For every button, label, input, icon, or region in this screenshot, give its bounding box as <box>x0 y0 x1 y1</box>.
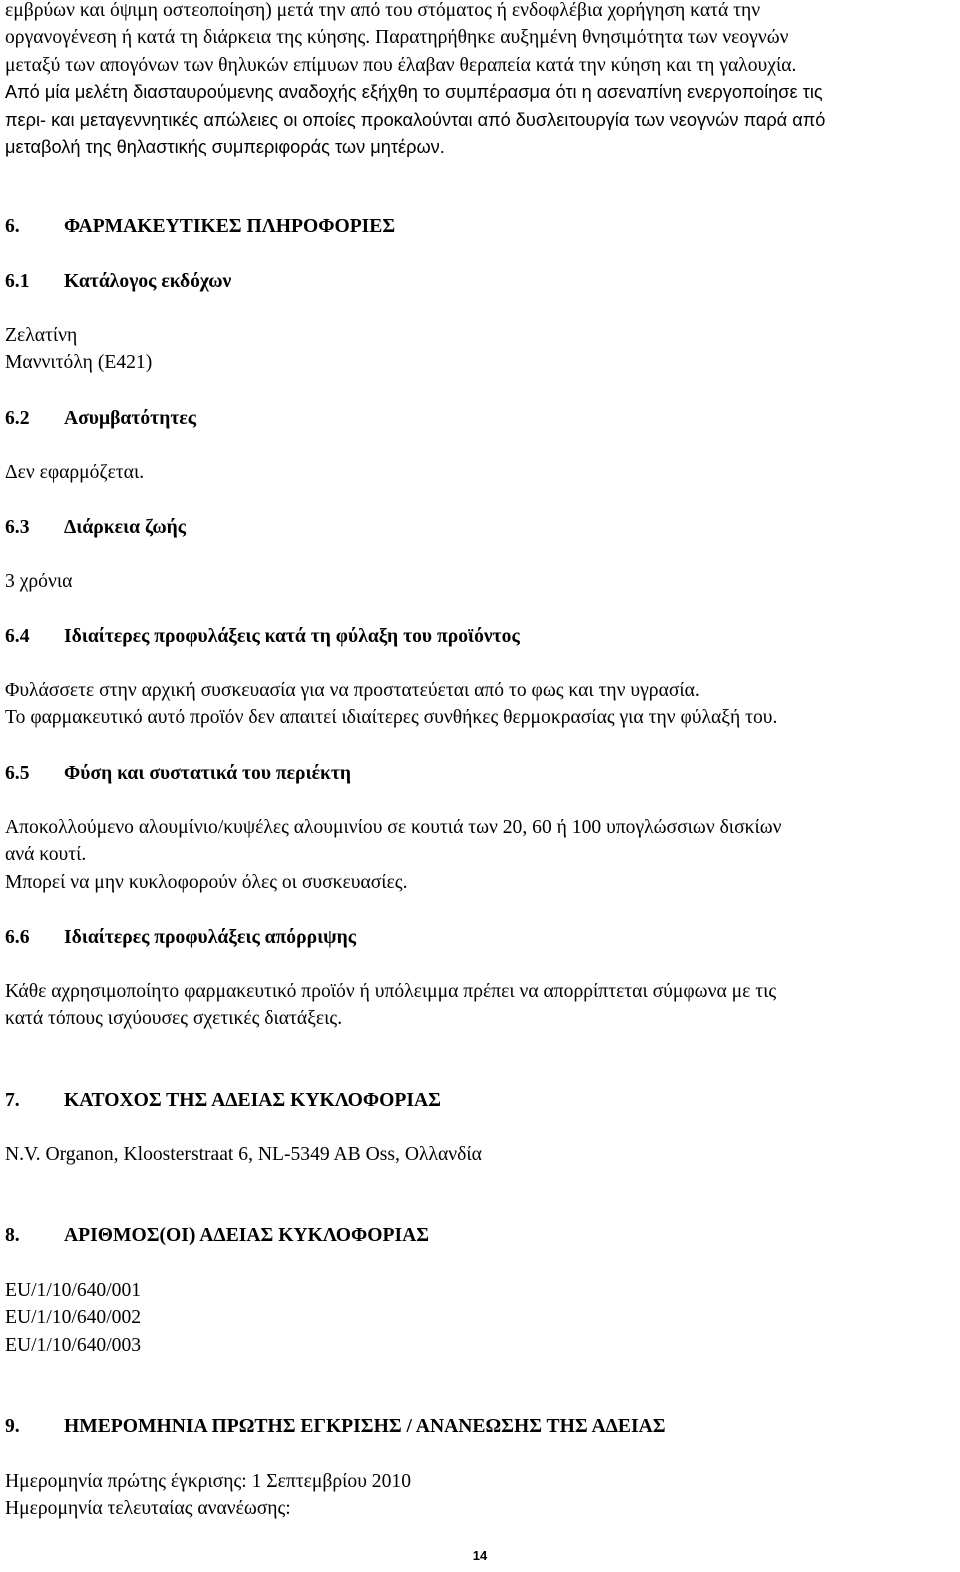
intro-line: Από μία μελέτη διασταυρούμενης αναδοχής εξήχθη το συμπέρασμα ότι η ασεναπίνη ενεργοποίησε τις <box>5 82 823 103</box>
section-number: 6.5 <box>5 763 30 784</box>
body-line: Ημερομηνία πρώτης έγκρισης: 1 Σεπτεμβρίου 2010 <box>5 1471 411 1492</box>
section-title: Ιδιαίτερες προφυλάξεις κατά τη φύλαξη του προϊόντος <box>64 626 520 647</box>
intro-paragraph <box>5 0 825 161</box>
body-line: ανά κουτί. <box>5 844 87 866</box>
body-line: Αποκολλούμενο αλουμίνιο/κυψέλες αλουμινίου σε κουτιά των 20, 60 ή 100 υπογλώσσιων δισκίων <box>5 817 782 838</box>
intro-line: οργανογένεση ή κατά τη διάρκεια της κύησης. Παρατηρήθηκε αυξημένη θνησιμότητα των νεογνών <box>5 27 789 49</box>
section-title: Κατάλογος εκδόχων <box>64 271 232 292</box>
section-number: 7. <box>5 1090 20 1111</box>
section-title: ΑΡΙΘΜΟΣ(ΟΙ) ΑΔΕΙΑΣ ΚΥΚΛΟΦΟΡΙΑΣ <box>64 1225 430 1246</box>
section-7-heading <box>5 1087 441 1114</box>
section-9-body <box>5 1468 411 1523</box>
section-number: 6. <box>5 216 20 237</box>
section-6-2-heading <box>5 405 196 432</box>
section-number: 8. <box>5 1225 20 1246</box>
section-8-heading <box>5 1222 429 1249</box>
section-number: 6.1 <box>5 271 30 292</box>
body-line: 3 χρόνια <box>5 571 73 592</box>
body-line: Μπορεί να μην κυκλοφορούν όλες οι συσκευασίες. <box>5 871 408 893</box>
section-9-heading <box>5 1413 666 1440</box>
section-6-5-body <box>5 814 782 896</box>
intro-line: εμβρύων και όψιμη οστεοποίηση) μετά την από του στόματος ή ενδοφλέβια χορήγηση κατά την <box>5 0 761 21</box>
section-6-1-body <box>5 322 152 377</box>
section-6-heading <box>5 213 395 240</box>
section-number: 6.6 <box>5 927 30 948</box>
section-6-4-heading <box>5 623 520 650</box>
section-number: 6.4 <box>5 626 30 647</box>
intro-line: περι- και μεταγεννητικές απώλειες οι οποίες προκαλούνται από δυσλειτουργία των νεογνών παρά από <box>5 109 826 130</box>
body-line: Ημερομηνία τελευταίας ανανέωσης: <box>5 1498 291 1520</box>
section-6-4-body <box>5 677 777 732</box>
section-6-1-heading <box>5 268 231 295</box>
section-title: Ασυμβατότητες <box>64 408 196 429</box>
section-title: ΚΑΤΟΧΟΣ ΤΗΣ ΑΔΕΙΑΣ ΚΥΚΛΟΦΟΡΙΑΣ <box>64 1090 441 1111</box>
body-line: Το φαρμακευτικό αυτό προϊόν δεν απαιτεί ιδιαίτερες συνθήκες θερμοκρασίας για την φύλαξή του. <box>5 707 778 729</box>
body-line: κατά τόπους ισχύουσες σχετικές διατάξεις. <box>5 1008 343 1030</box>
intro-line: μεταβολή της θηλαστικής συμπεριφοράς των μητέρων. <box>5 137 445 158</box>
section-6-6-body <box>5 978 776 1033</box>
body-line: EU/1/10/640/002 <box>5 1307 142 1329</box>
section-6-6-heading <box>5 924 356 951</box>
body-line: Μαννιτόλη (E421) <box>5 352 153 374</box>
body-line: Ζελατίνη <box>5 325 78 346</box>
body-line: Κάθε αχρησιμοποίητο φαρμακευτικό προϊόν ή υπόλειμμα πρέπει να απορρίπτεται σύμφωνα με τις <box>5 981 777 1002</box>
body-line: N.V. Organon, Kloosterstraat 6, NL-5349 AB Oss, Ολλανδία <box>5 1144 482 1165</box>
section-title: Διάρκεια ζωής <box>64 517 187 538</box>
section-title: Φύση και συστατικά του περιέκτη <box>64 763 351 784</box>
section-title: ΗΜΕΡΟΜΗΝΙΑ ΠΡΩΤΗΣ ΕΓΚΡΙΣΗΣ / ΑΝΑΝΕΩΣΗΣ ΤΗΣ ΑΔΕΙΑΣ <box>64 1416 666 1437</box>
body-line: EU/1/10/640/001 <box>5 1280 142 1301</box>
section-8-body <box>5 1277 141 1359</box>
body-line: Φυλάσσετε στην αρχική συσκευασία για να προστατεύεται από το φως και την υγρασία. <box>5 680 700 701</box>
section-number: 9. <box>5 1416 20 1437</box>
section-title: ΦΑΡΜΑΚΕΥΤΙΚΕΣ ΠΛΗΡΟΦΟΡΙΕΣ <box>64 216 396 237</box>
section-title: Ιδιαίτερες προφυλάξεις απόρριψης <box>64 927 357 948</box>
section-number: 6.3 <box>5 517 30 538</box>
intro-line: μεταξύ των απογόνων των θηλυκών επίμυων που έλαβαν θεραπεία κατά την κύηση και τη γαλουχία. <box>5 54 797 76</box>
body-line: Δεν εφαρμόζεται. <box>5 462 145 483</box>
page-number: 14 <box>472 1548 488 1563</box>
body-line: EU/1/10/640/003 <box>5 1334 142 1356</box>
section-6-5-heading <box>5 760 351 787</box>
section-6-3-heading <box>5 514 186 541</box>
section-number: 6.2 <box>5 408 30 429</box>
